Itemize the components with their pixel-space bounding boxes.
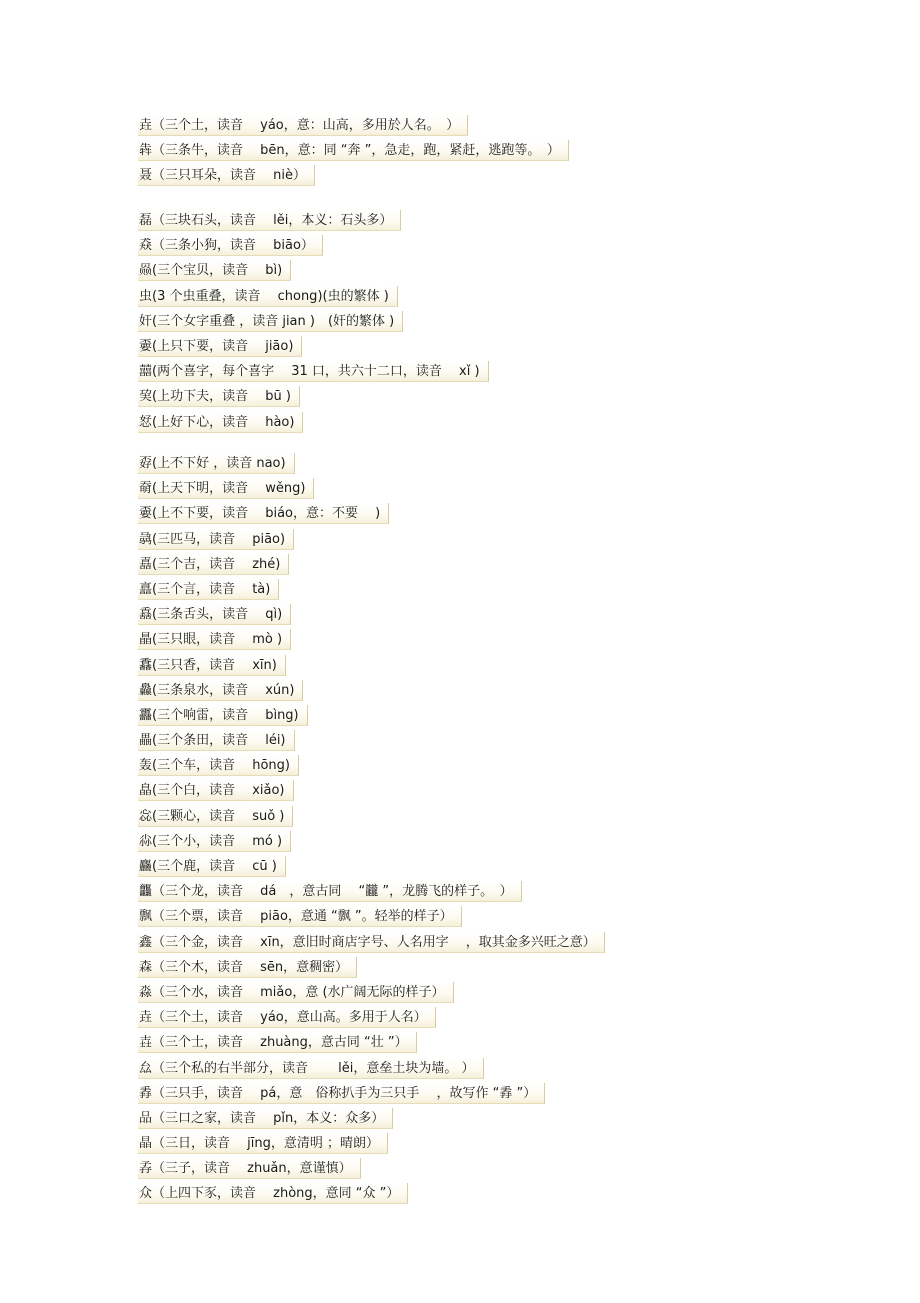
entry-text: 瞐(三只眼，读音 mò )	[138, 629, 291, 650]
list-item	[138, 1107, 605, 1132]
entry-text: 磊（三块石头，读音 lěi，本义：石头多）	[138, 210, 401, 231]
entry-text: 灥(三条泉水，读音 xún)	[138, 680, 303, 701]
list-item	[138, 855, 605, 880]
list-item	[138, 360, 489, 385]
list-item	[138, 310, 489, 335]
list-item	[138, 1031, 605, 1056]
list-item	[138, 981, 605, 1006]
entry-text: 巭(上功下夫，读音 bū )	[138, 386, 300, 407]
entry-text: 虫(3 个虫重叠，读音 chong)(虫的繁体 )	[138, 286, 398, 307]
list-item	[138, 805, 605, 830]
entry-text: 舙(三条舌头，读音 qì)	[138, 604, 291, 625]
list-item	[138, 164, 569, 189]
entry-text: 垚（三个土，读音 yáo，意：山高，多用於人名。 ）	[138, 115, 468, 136]
list-item	[138, 1182, 605, 1207]
list-item	[138, 285, 489, 310]
list-item	[138, 502, 605, 527]
list-item	[138, 139, 569, 164]
entry-text: 壵（三个士，读音 zhuàng，意古同 “壮 ”）	[138, 1032, 417, 1053]
list-item	[138, 1157, 605, 1182]
list-item	[138, 1132, 605, 1157]
entry-text: 轰(三个车，读音 hōng)	[138, 755, 299, 776]
list-item	[138, 704, 605, 729]
entry-text: 品（三口之家，读音 pǐn，本义：众多）	[138, 1108, 393, 1129]
list-item	[138, 553, 605, 578]
list-item	[138, 679, 605, 704]
entry-text: 奸(三个女字重叠 ，读音 jian ) (奸的繁体 )	[138, 311, 403, 332]
entry-text: 犇（三条牛，读音 bēn，意：同 “奔 ”，急走，跑，紧赶，逃跑等。 ）	[138, 140, 569, 161]
entry-group-three	[138, 452, 605, 1208]
list-item	[138, 259, 489, 284]
list-item	[138, 729, 605, 754]
entry-text: 靐(三个响雷，读音 bìng)	[138, 705, 308, 726]
list-item	[138, 1006, 605, 1031]
list-item	[138, 779, 605, 804]
list-item	[138, 830, 605, 855]
entry-group-one	[138, 114, 569, 190]
entry-group-two	[138, 209, 489, 436]
entry-text: 鑫（三个金，读音 xīn，意旧时商店字号、人名用字 ，取其金多兴旺之意）	[138, 932, 605, 953]
entry-text: 厽（三个私的右半部分，读音 lěi，意垒土块为墙。 ）	[138, 1058, 484, 1079]
list-item	[138, 411, 489, 436]
list-item	[138, 931, 605, 956]
list-item	[138, 578, 605, 603]
list-item	[138, 452, 605, 477]
entry-text: 嫑(上不下要，读音 biáo，意：不要 )	[138, 503, 389, 524]
list-item	[138, 234, 489, 259]
list-item	[138, 385, 489, 410]
entry-text: 晶（三日，读音 jīng，意清明 ；晴朗）	[138, 1133, 388, 1154]
list-item	[138, 335, 489, 360]
entry-text: 赑(三个宝贝，读音 bì)	[138, 260, 291, 281]
list-item	[138, 114, 569, 139]
list-item	[138, 905, 605, 930]
list-item	[138, 628, 605, 653]
entry-text: 淼（三个水，读音 miǎo，意 (水广阔无际的样子）	[138, 982, 454, 1003]
entry-text: 恏(上好下心，读音 hào)	[138, 412, 303, 433]
entry-text: 尛(三个小，读音 mó )	[138, 831, 291, 852]
entry-text: 囍(两个喜字，每个喜字 31 口，共六十二口，读音 xǐ )	[138, 361, 489, 382]
list-item	[138, 477, 605, 502]
entry-text: 垚（三个土，读音 yáo，意山高。多用于人名）	[138, 1007, 436, 1028]
entry-text: 猋（三条小狗，读音 biāo）	[138, 235, 323, 256]
entry-text: 掱（三只手，读音 pá，意 俗称扒手为三只手 ，故写作 “掱 ”）	[138, 1083, 545, 1104]
entry-text: 聂（三只耳朵，读音 niè）	[138, 165, 315, 186]
entry-text: 皛(三个白，读音 xiǎo)	[138, 780, 294, 801]
entry-text: 麤(三个鹿，读音 cū )	[138, 856, 286, 877]
entry-text: 众（上四下豕，读音 zhòng，意同 “众 ”）	[138, 1183, 408, 1204]
list-item	[138, 956, 605, 981]
list-item	[138, 880, 605, 905]
list-item	[138, 1082, 605, 1107]
list-item	[138, 654, 605, 679]
entry-text: 骉(三匹马，读音 piāo)	[138, 529, 294, 550]
entry-text: 飘（三个票，读音 piāo，意通 “飘 ”。轻举的样子）	[138, 906, 462, 927]
entry-text: 孨（三子，读音 zhuǎn，意谨慎）	[138, 1158, 361, 1179]
entry-text: 嚞(三个吉，读音 zhé)	[138, 554, 289, 575]
list-item	[138, 1057, 605, 1082]
entry-text: 馫(三只香，读音 xīn)	[138, 655, 286, 676]
entry-text: 嫑(上只下要，读音 jiāo)	[138, 336, 302, 357]
entry-text: 惢(三颗心，读音 suǒ )	[138, 806, 293, 827]
entry-text: 森（三个木，读音 sēn，意稠密）	[138, 957, 357, 978]
list-item	[138, 603, 605, 628]
list-item	[138, 528, 605, 553]
entry-text: 奣(上天下明，读音 wěng)	[138, 478, 314, 499]
list-item	[138, 209, 489, 234]
entry-text: 畾(三个条田，读音 léi)	[138, 730, 295, 751]
list-item	[138, 754, 605, 779]
entry-text: 孬(上不下好 ，读音 nao)	[138, 453, 295, 474]
entry-text: 龘（三个龙，读音 dá ，意古同 “龖 ”，龙腾飞的样子。 ）	[138, 881, 522, 902]
entry-text: 譶(三个言，读音 tà)	[138, 579, 279, 600]
